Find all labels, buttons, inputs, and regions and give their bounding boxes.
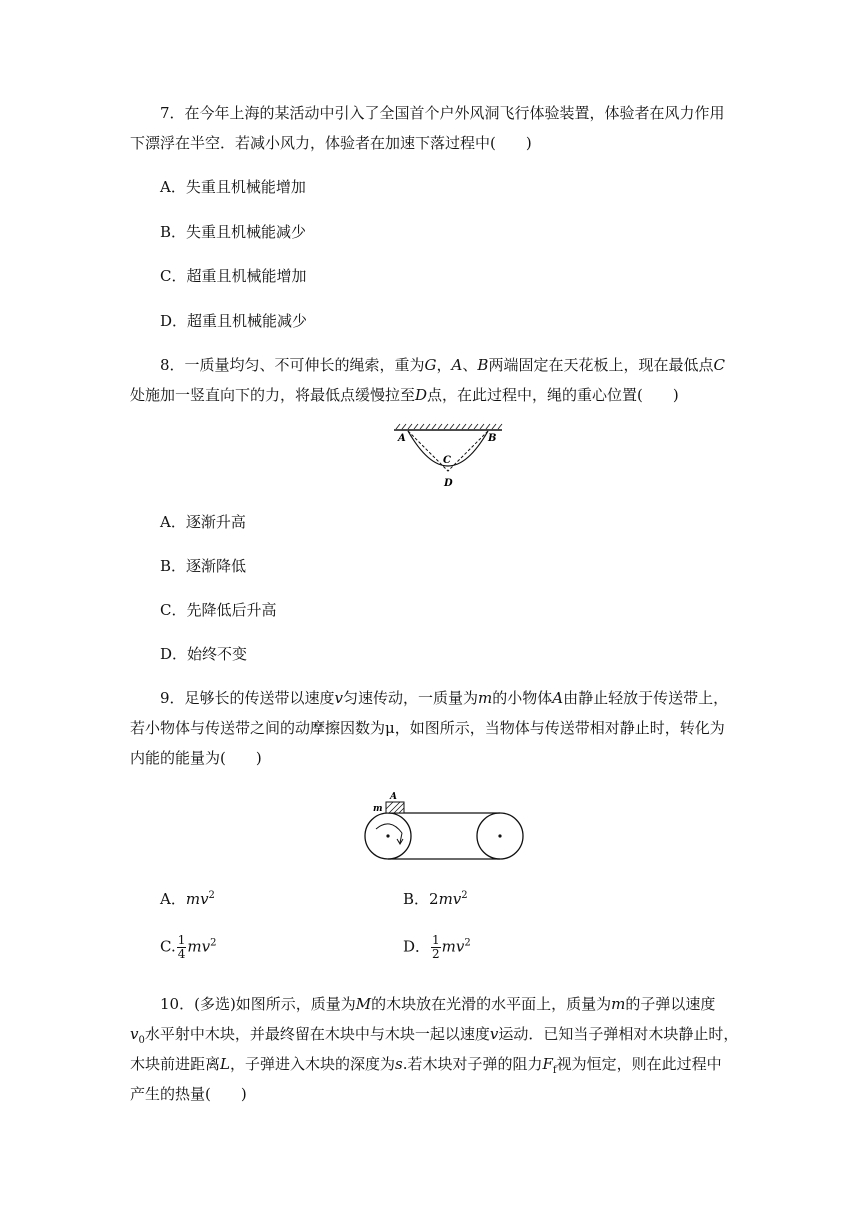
option-prefix: C. [160,937,176,956]
var-big-m: M [355,995,372,1013]
var-s: s [395,1055,403,1073]
q8-option-b: B．逐渐降低 [160,557,247,575]
q8-line-1 [160,354,725,376]
exponent: 2 [210,937,217,949]
q10-text-1: 10．(多选)如图所示，质量为 [160,995,356,1013]
expr-mv: mv [187,937,211,956]
var-d: D [415,386,428,404]
var-m: m [611,995,626,1013]
fig-label-a: A [390,792,397,802]
coefficient: 2 [429,890,439,908]
q9-text-2: 匀速传动，一质量为 [343,689,479,707]
q9-line-1 [160,687,728,709]
var-b: B [477,356,489,374]
q8-text-3: 处施加一竖直向下的力，将最低点缓慢拉至 [130,386,416,404]
var-v0: v [130,1025,139,1043]
q7-option-c: C．超重且机械能增加 [160,267,307,285]
rope-figure [392,423,504,493]
q10-line-4: 产生的热量( ) [130,1085,247,1103]
var-a: A [552,689,564,707]
q8-text-1: 8．一质量均匀、不可伸长的绳索，重为 [160,356,425,374]
q8-text-2: 两端固定在天花板上，现在最低点 [488,356,714,374]
q10-line-2 [130,1023,738,1045]
q10-text-9: 视为恒定，则在此过程中 [556,1055,722,1073]
fig-label-m: m [373,804,383,814]
q7-option-a: A．失重且机械能增加 [160,178,306,196]
var-v: v [334,689,344,707]
q8-option-d: D．始终不变 [160,645,248,663]
q7-line-1: 7．在今年上海的某活动中引入了全国首个户外风洞飞行体验装置，体验者在风力作用 [160,104,725,122]
fraction-numerator: 1 [177,933,186,947]
fraction-denominator: 4 [177,947,186,961]
q7-option-d: D．超重且机械能减少 [160,312,308,330]
q9-text-1: 9．足够长的传送带以速度 [160,689,335,707]
q9-line-2: 若小物体与传送带之间的动摩擦因数为μ，如图所示，当物体与传送带相对静止时，转化为 [130,719,725,737]
q9-option-a [160,888,215,910]
q8-option-c: C．先降低后升高 [160,601,277,619]
fraction-denominator: 2 [432,947,440,961]
exponent: 2 [461,890,468,901]
var-a: A [451,356,463,374]
fig-label-a: A [398,433,406,444]
var-l: L [220,1055,230,1073]
q10-text-5: 运动．已知当子弹相对木块静止时， [498,1025,739,1043]
fraction [431,934,441,961]
var-m: m [478,689,493,707]
q10-text-6: 木块前进距离 [130,1055,221,1073]
q9-option-d [403,934,471,961]
q10-text-2: 的木块放在光滑的水平面上，质量为 [371,995,612,1013]
q9-line-3: 内能的能量为( ) [130,749,262,767]
subscript-f: f [552,1065,557,1076]
q7-option-b: B．失重且机械能减少 [160,223,307,241]
exponent: 2 [464,937,471,949]
option-prefix: A． [160,890,186,908]
q9-option-b [403,888,468,910]
expr-mv: mv [185,890,209,908]
q8-sep-1: ， [436,356,452,374]
var-f: F [542,1055,553,1073]
var-c: C [713,356,725,374]
subscript-0: 0 [138,1035,145,1046]
q10-line-1 [160,993,715,1015]
q10-text-7: ，子弹进入木块的深度为 [229,1055,395,1073]
var-g: G [424,356,437,374]
q8-sep-2: 、 [462,356,478,374]
q9-text-3: 的小物体 [492,689,553,707]
fig-label-c: C [443,455,451,466]
q8-line-2 [130,384,679,406]
conveyor-figure [360,787,530,863]
option-prefix: B． [403,890,430,908]
fraction [177,934,187,961]
q8-text-4: 点，在此过程中，绳的重心位置( ) [427,386,679,404]
q7-line-2: 下漂浮在半空．若减小风力，体验者在加速下落过程中( ) [130,134,532,152]
expr-mv: mv [438,890,462,908]
exponent: 2 [208,890,215,901]
q10-text-4: 水平射中木块，并最终留在木块中与木块一起以速度 [144,1025,490,1043]
fraction-numerator: 1 [432,933,440,947]
expr-mv: mv [441,937,465,956]
fig-label-b: B [488,433,497,444]
q10-text-8: .若木块对子弹的阻力 [402,1055,543,1073]
q9-text-4: 由静止轻放于传送带上， [563,689,729,707]
q9-option-c [160,934,216,961]
var-v: v [489,1025,499,1043]
q8-option-a: A．逐渐升高 [160,513,246,531]
q10-text-3: 的子弹以速度 [625,995,716,1013]
q10-line-3 [130,1053,722,1075]
fig-label-d: D [444,478,453,489]
option-prefix: D． [403,937,431,956]
